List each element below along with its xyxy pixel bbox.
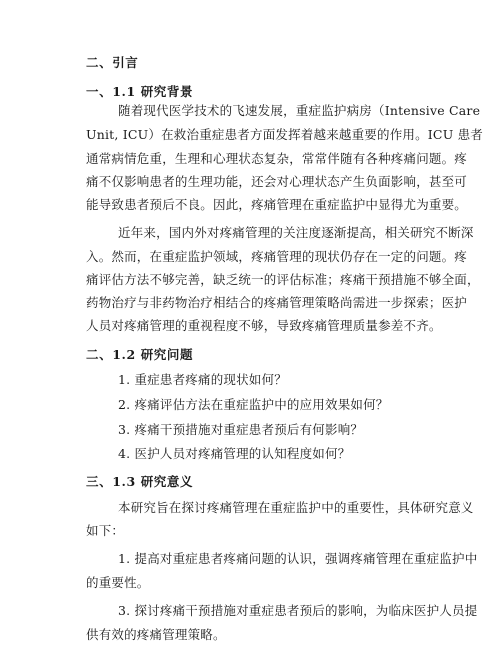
significance-item-1-line-1: 1. 提高对重症患者疼痛问题的认识，强调疼痛管理在重症监护中 xyxy=(118,551,478,566)
question-item-4: 4. 医护人员对疼痛管理的认知程度如何？ xyxy=(118,446,351,461)
paragraph-status-line-2: 入。然而，在重症监护领域，疼痛管理的现状仍存在一定的问题。疼 xyxy=(86,249,468,264)
question-item-3: 3. 疼痛干预措施对重症患者预后有何影响？ xyxy=(118,422,364,437)
paragraph-background-line-5: 能导致患者预后不良。因此，疼痛管理在重症监护中显得尤为重要。 xyxy=(86,197,468,212)
subsection-heading-background: 一、1.1 研究背景 xyxy=(86,84,194,99)
subsection-heading-significance: 三、1.3 研究意义 xyxy=(86,474,194,489)
question-item-1: 1. 重症患者疼痛的现状如何？ xyxy=(118,372,287,387)
paragraph-background-line-3: 通常病情危重，生理和心理状态复杂，常常伴随有各种疼痛问题。疼 xyxy=(86,151,468,166)
section-heading-introduction: 二、引言 xyxy=(86,55,139,70)
significance-item-3-line-2: 供有效的疼痛管理策略。 xyxy=(86,627,226,642)
paragraph-status-line-4: 药物治疗与非药物治疗相结合的疼痛管理策略尚需进一步探索；医护 xyxy=(86,295,468,310)
significance-item-1-line-2: 的重要性。 xyxy=(86,575,150,590)
significance-item-3-line-1: 3. 探讨疼痛干预措施对重症患者预后的影响，为临床医护人员提 xyxy=(118,603,478,618)
paragraph-status-line-1: 近年来，国内外对疼痛管理的关注度逐渐提高，相关研究不断深 xyxy=(118,225,474,240)
paragraph-status-line-5: 人员对疼痛管理的重视程度不够，导致疼痛管理质量参差不齐。 xyxy=(86,318,442,333)
paragraph-background-line-2: Unit, ICU）在救治重症患者方面发挥着越来越重要的作用。ICU 患者 xyxy=(86,127,484,142)
paragraph-significance-line-1: 本研究旨在探讨疼痛管理在重症监护中的重要性，具体研究意义 xyxy=(118,500,474,515)
subsection-heading-research-questions: 二、1.2 研究问题 xyxy=(86,347,194,362)
paragraph-background-line-1: 随着现代医学技术的飞速发展，重症监护病房（Intensive Care xyxy=(118,103,481,118)
question-item-2: 2. 疼痛评估方法在重症监护中的应用效果如何？ xyxy=(118,397,389,412)
paragraph-significance-line-2: 如下： xyxy=(86,523,125,538)
paragraph-background-line-4: 痛不仅影响患者的生理功能，还会对心理状态产生负面影响，甚至可 xyxy=(86,174,468,189)
paragraph-status-line-3: 痛评估方法不够完善，缺乏统一的评估标准；疼痛干预措施不够全面， xyxy=(86,272,480,287)
